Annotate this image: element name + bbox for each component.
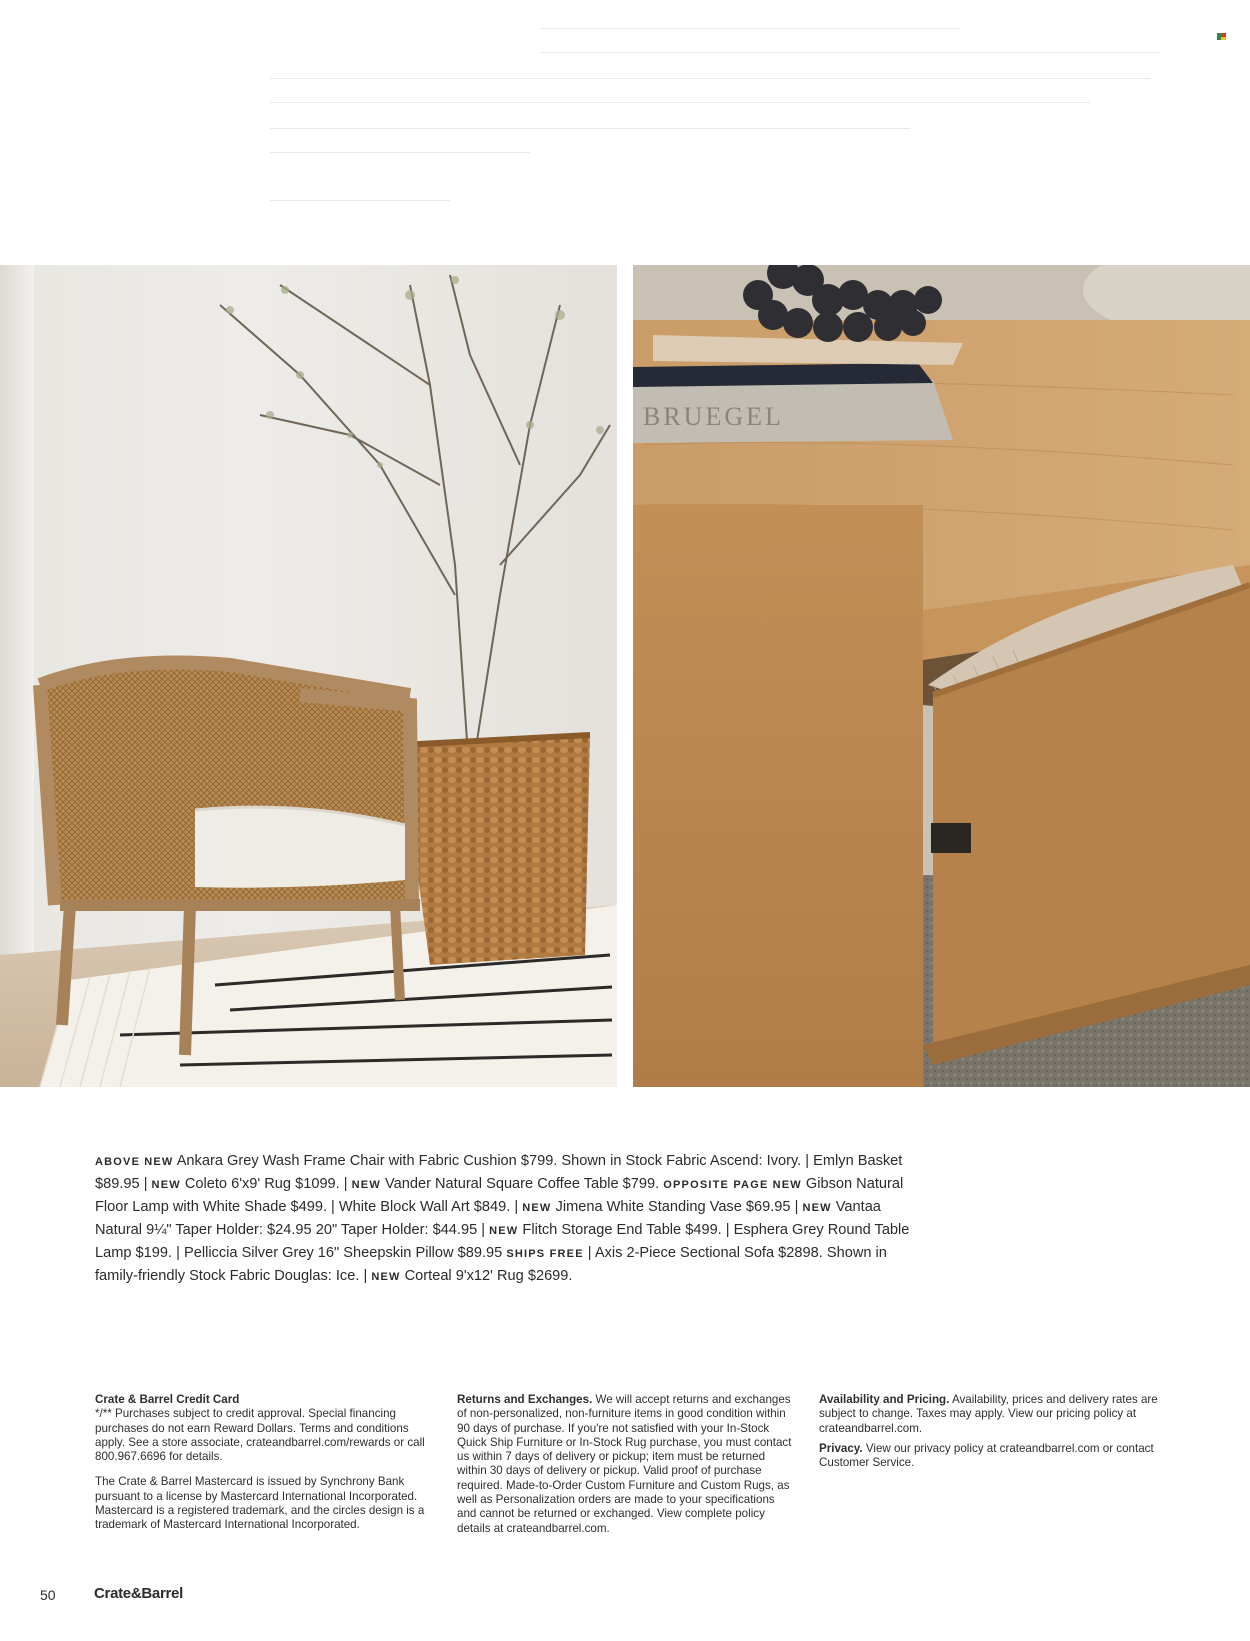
availability-heading: Availability and Pricing. xyxy=(819,1393,950,1406)
caption-keyword: OPPOSITE PAGE xyxy=(663,1179,769,1191)
caption-text: Vantaa Natural 9¼" Taper Holder: $24.95 20" Taper Holder: $44.95 | xyxy=(95,1199,881,1238)
caption-text: Jimena White Standing Vase $69.95 | xyxy=(551,1199,803,1215)
caption-keyword: SHIPS FREE xyxy=(506,1248,584,1260)
book-spine-text: BRUEGEL xyxy=(643,402,784,431)
caption-text: Flitch Storage End Table $499. | Esphera Grey Round Table Lamp $199. | Pelliccia Silver Grey 16" Sheepskin Pillow $89.95 xyxy=(95,1222,910,1261)
caption-keyword: NEW xyxy=(522,1202,552,1214)
caption-keyword: NEW xyxy=(351,1179,381,1191)
credit-card-terms: */** Purchases subject to credit approval. Special financing purchases do not earn Reward Dollars. Terms and conditions apply. See a store associate, crateandbarrel.com/rewards or call 800.967.6696 for details. xyxy=(95,1407,425,1464)
credit-card-column xyxy=(95,1393,430,1533)
caption-keyword: ABOVE xyxy=(95,1156,141,1168)
brand-logo-text: Crate&Barrel xyxy=(94,1585,183,1602)
product-caption xyxy=(95,1150,930,1288)
page-number: 50 xyxy=(40,1587,56,1603)
caption-keyword: NEW xyxy=(489,1225,519,1237)
privacy-body: View our privacy policy at crateandbarrel.com or contact Customer Service. xyxy=(819,1441,1154,1470)
caption-text: Gibson Natural Floor Lamp with White Shade $499. | White Block Wall Art $849. | xyxy=(95,1176,904,1215)
availability-column xyxy=(819,1393,1159,1470)
returns-body: We will accept returns and exchanges of non-personalized, non-furniture items in good condition within 90 days of purchase. If you're not satisfied with your In-Stock Quick Ship Furniture or In-Stock Rug purchase, you must contact us within 7 days of delivery or pickup; item must be returned within 30 days of delivery or pickup. Valid proof of purchase required. Made-to-Order Custom Furniture and Custom Rugs, as well as Personalization orders are made to your specifications and cannot be returned or exchanged. View complete policy details at crateandbarrel.com. xyxy=(457,1393,792,1535)
mastercard-notice: The Crate & Barrel Mastercard is issued by Synchrony Bank pursuant to a license by Mastercard International Incorporated. Mastercard is a registered trademark, and the circles design is a trademark of Mastercard International Incorporated. xyxy=(95,1475,425,1532)
end-table-photo xyxy=(633,265,1250,1087)
availability-body: Availability, prices and delivery rates are subject to change. Taxes may apply. View our pricing policy at crateandbarrel.com. xyxy=(819,1393,1158,1435)
caption-text: Coleto 6'x9' Rug $1099. | xyxy=(180,1176,352,1192)
privacy-heading: Privacy. xyxy=(819,1441,863,1455)
caption-text: Corteal 9'x12' Rug $2699. xyxy=(400,1268,573,1284)
caption-keyword: NEW xyxy=(144,1156,174,1168)
chair-basket-photo xyxy=(0,265,617,1087)
caption-text: Vander Natural Square Coffee Table $799. xyxy=(380,1176,664,1192)
returns-column xyxy=(457,1393,797,1536)
caption-keyword: NEW xyxy=(151,1179,181,1191)
caption-text: | Axis 2-Piece Sectional Sofa $2898. Shown in family-friendly Stock Fabric Douglas: Ice. | xyxy=(95,1245,887,1284)
caption-keyword: NEW xyxy=(772,1179,802,1191)
caption-keyword: NEW xyxy=(802,1202,832,1214)
returns-heading: Returns and Exchanges. xyxy=(457,1393,593,1406)
credit-card-heading: Crate & Barrel Credit Card xyxy=(95,1393,240,1406)
caption-keyword: NEW xyxy=(371,1271,401,1283)
corner-color-mark xyxy=(1217,33,1226,40)
caption-text: Ankara Grey Wash Frame Chair with Fabric Cushion $799. Shown in Stock Fabric Ascend: Ivory. | Emlyn Basket $89.95 | xyxy=(95,1153,903,1192)
